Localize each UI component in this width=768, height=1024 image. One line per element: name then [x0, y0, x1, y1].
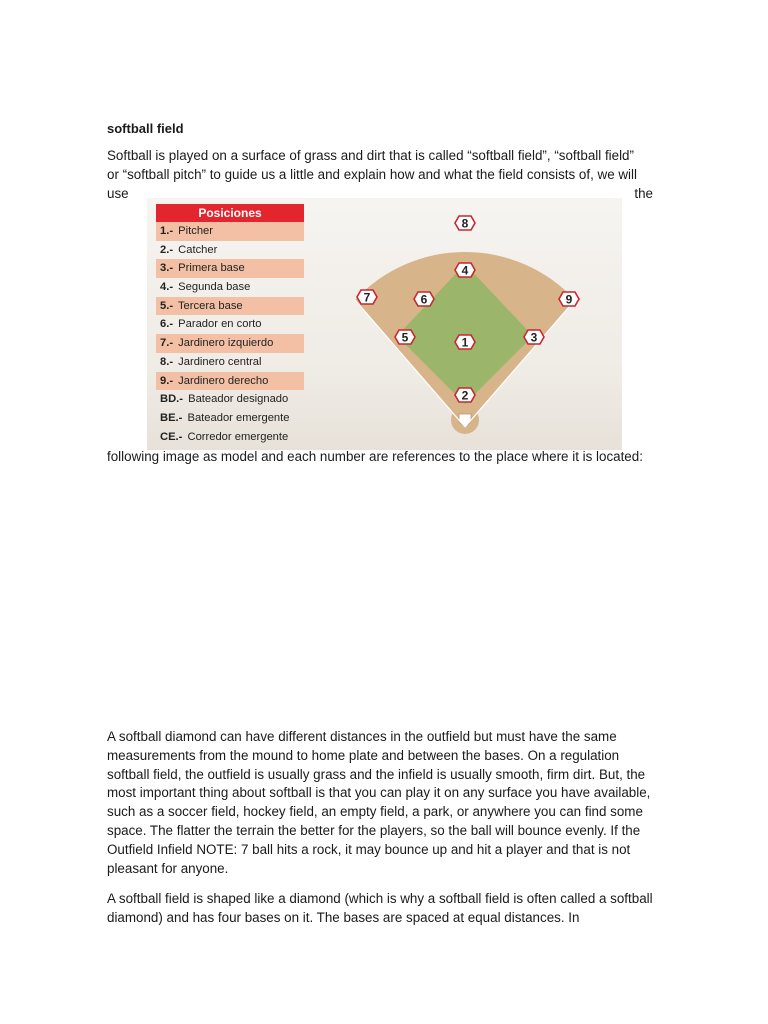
legend-code: 9.-	[160, 374, 174, 387]
legend-label: Bateador designado	[188, 393, 289, 406]
intro-line-1: Softball is played on a surface of grass and dirt that is called “softball field”, “softball field”	[107, 148, 634, 163]
paragraph-diamond-distances: A softball diamond can have different distances in the outfield but must have the same measurements from the mound to home plate and between the bases. On a regulation softball field, the outfield is usually grass and the infield is usually smooth, firm dirt. But, the most important thing about softball is that you can play it on any surface you have available, such as a soccer field, hockey field, an empty field, a park, or anywhere you can find some space. The flatter the terrain the better for the players, so the ball will bounce evenly. If the Outfield Infield NOTE: 7 ball hits a rock, it may bounce up and hit a player and that is not pleasant for anyone.	[107, 729, 651, 876]
legend-item	[156, 315, 304, 334]
softball-positions-figure	[147, 198, 622, 450]
legend-title: Posiciones	[156, 204, 304, 222]
marker-5	[395, 330, 415, 345]
legend-label: Jardinero derecho	[178, 374, 269, 387]
legend-label: Parador en corto	[178, 318, 262, 331]
legend-code: 8.-	[160, 355, 174, 368]
legend-item	[156, 259, 304, 278]
intro-word-use: use	[107, 185, 129, 201]
marker-label: 1	[461, 335, 469, 350]
marker-label: 5	[401, 330, 409, 345]
legend-label: Jardinero central	[178, 355, 262, 368]
legend-label: Pitcher	[178, 225, 213, 237]
legend-label: Corredor emergente	[187, 430, 289, 443]
legend-label: Jardinero izquierdo	[178, 337, 274, 350]
marker-9	[559, 292, 579, 307]
legend-label: Segunda base	[178, 281, 251, 294]
legend-code: 5.-	[160, 299, 174, 312]
paragraph-diamond-shape: A softball field is shaped like a diamond (which is why a softball field is often called a softball diamond) and has four bases on it. The bases are spaced at equal distances. In	[107, 891, 653, 925]
section-heading: softball field	[107, 121, 184, 136]
legend-item	[156, 428, 304, 447]
legend-item	[156, 372, 304, 391]
legend-code: 4.-	[160, 281, 174, 294]
marker-label: 4	[461, 263, 469, 278]
legend-code: 2.-	[160, 243, 174, 256]
legend-label: Catcher	[178, 243, 218, 256]
marker-2	[455, 388, 475, 403]
marker-7	[357, 290, 377, 305]
marker-label: 7	[363, 290, 371, 305]
legend-item	[156, 241, 304, 260]
intro-paragraph	[107, 147, 653, 203]
legend-code: BD.-	[160, 393, 183, 406]
legend-item	[156, 409, 304, 428]
intro-word-the: the	[634, 185, 653, 201]
marker-label: 6	[420, 292, 428, 307]
legend-item	[156, 297, 304, 316]
marker-label: 3	[530, 330, 538, 345]
legend-item	[156, 353, 304, 372]
legend-item	[156, 222, 304, 241]
marker-label: 9	[565, 292, 573, 307]
legend-item	[156, 278, 304, 297]
legend-item	[156, 390, 304, 409]
field-diagram	[347, 208, 597, 440]
marker-6	[414, 292, 434, 307]
marker-1	[455, 335, 475, 350]
marker-4	[455, 263, 475, 278]
legend-label: Bateador emergente	[187, 411, 290, 424]
marker-label: 8	[461, 216, 469, 231]
marker-8	[455, 216, 475, 231]
positions-legend	[156, 204, 304, 446]
marker-label: 2	[461, 388, 469, 403]
legend-code: 1.-	[160, 225, 174, 237]
legend-code: 6.-	[160, 318, 174, 331]
legend-label: Primera base	[178, 262, 245, 275]
legend-item	[156, 334, 304, 353]
legend-label: Tercera base	[177, 299, 243, 312]
legend-code: 3.-	[160, 262, 174, 275]
legend-code: CE.-	[160, 430, 183, 443]
marker-3	[524, 330, 544, 345]
legend-code: 7.-	[160, 337, 174, 350]
intro-line-2: or “softball pitch” to guide us a little and explain how and what the field consists of, we will	[107, 166, 637, 182]
legend-code: BE.-	[160, 411, 183, 424]
intro-continuation: following image as model and each number are references to the place where it is located:	[107, 449, 643, 464]
